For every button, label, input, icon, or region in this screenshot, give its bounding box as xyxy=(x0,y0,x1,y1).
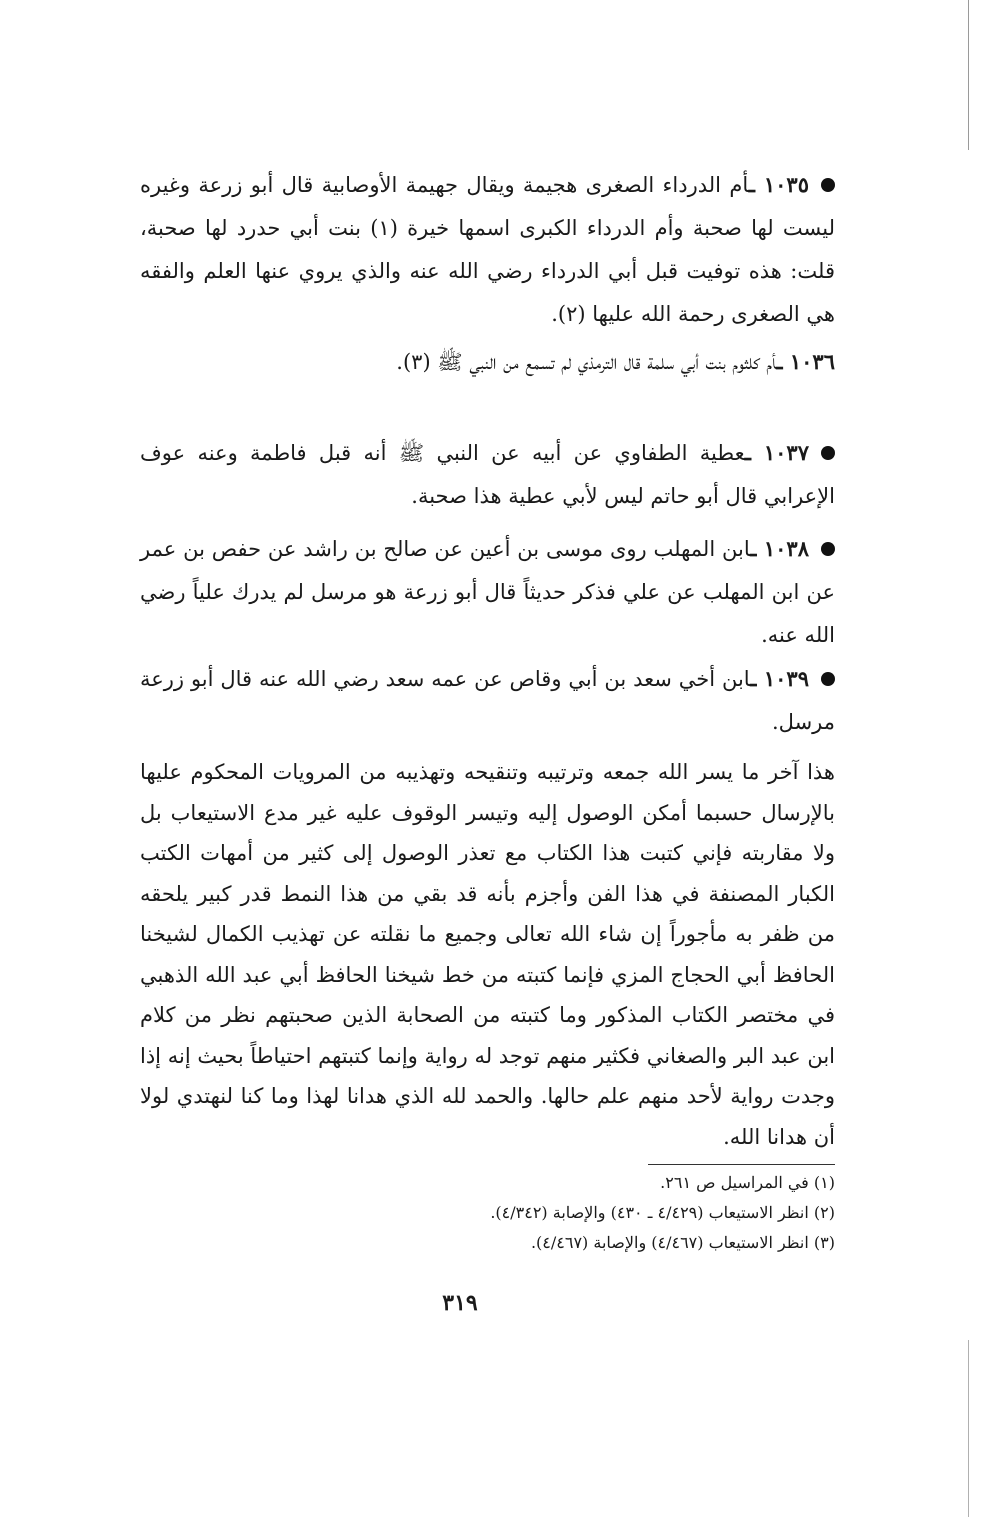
entry-paragraph xyxy=(140,657,835,744)
entry-paragraph xyxy=(140,527,835,657)
entry-number: ١٠٣٧ ـ xyxy=(744,440,809,465)
entry-1038 xyxy=(140,527,835,657)
entry-number: ١٠٣٨ ـ xyxy=(750,536,809,561)
scan-edge-line xyxy=(968,0,969,150)
entry-text: عطية الطفاوي عن أبيه عن النبي ﷺ أنه قبل فاطمة وعنه عوف الإعرابي قال أبو حاتم ليس لأبي عطية هذا صحبة. xyxy=(140,441,835,508)
closing-text: هذا آخر ما يسر الله جمعه وترتيبه وتنقيحه وتهذيبه من المرويات المحكوم عليها بالإرسال حسبما أمكن الوصول إليه وتيسر الوقوف عليه غير مدع الاستيعاب بل ولا مقاربته فإني كتبت هذا الكتاب مع تعذر الوصول إلى كثير من أمهات الكتب الكبار المصنفة في هذا الفن وأجزم بأنه قد بقي من هذا النمط قدر كبير يلحقه من ظفر به مأجوراً إن شاء الله تعالى وجميع ما نقلته عن تهذيب الكمال لشيخنا الحافظ أبي الحجاج المزي فإنما كتبته من خط شيخنا الحافظ أبي عبد الله الذهبي في مختصر الكتاب المذكور وما كتبته من الصحابة الذين صحبتهم نظر من كلام ابن عبد البر والصغاني فكثير منهم توجد له رواية وإنما كتبتهم احتياطاً بحيث إنه إذا وجدت رواية لأحد منهم علم حالها. والحمد لله الذي هدانا لهذا وما كنا لنهتدي لولا أن هدانا الله. xyxy=(140,760,835,1149)
footnote-divider xyxy=(648,1164,835,1165)
entry-number: ١٠٣٦ ـ xyxy=(776,349,835,374)
footnote-1: (١) في المراسيل ص ٢٦١. xyxy=(660,1173,835,1192)
bullet-icon xyxy=(821,178,835,192)
footnote-2: (٢) انظر الاستيعاب (٤/٤٢٩ ـ ٤٣٠) والإصابة (٤/٣٤٢). xyxy=(490,1203,835,1222)
closing-paragraph xyxy=(140,752,835,1157)
entry-paragraph xyxy=(140,163,835,336)
entry-1035 xyxy=(140,163,835,336)
entry-text: أم الدرداء الصغرى هجيمة ويقال جهيمة الأوصابية قال أبو زرعة وغيره ليست لها صحبة وأم الدرداء الكبرى اسمها خيرة (١) بنت أبي حدرد لها صحبة، قلت: هذه توفيت قبل أبي الدرداء رضي الله عنه والذي يروي عنها العلم والفقه هي الصغرى رحمة الله عليها (٢). xyxy=(140,173,835,326)
scan-edge-line-lower xyxy=(968,1340,969,1517)
entry-number: ١٠٣٩ ـ xyxy=(750,666,809,691)
page-number: ٣١٩ xyxy=(442,1290,478,1316)
entry-1037 xyxy=(140,431,835,518)
entry-number: ١٠٣٥ ـ xyxy=(748,172,809,197)
bullet-icon xyxy=(821,542,835,556)
bullet-icon xyxy=(821,672,835,686)
entry-text: أم كلثوم بنت أبي سلمة قال الترمذي لم تسمع من النبي ﷺ (٣). xyxy=(396,350,777,374)
entry-text: ابن المهلب روى موسى بن أعين عن صالح بن راشد عن حفص بن عمر عن ابن المهلب عن علي فذكر حديثاً قال أبو زرعة هو مرسل لم يدرك علياً رضي الله عنه. xyxy=(140,537,835,647)
entry-paragraph xyxy=(140,340,835,384)
entry-text: ابن أخي سعد بن أبي وقاص عن عمه سعد رضي الله عنه قال أبو زرعة مرسل. xyxy=(140,667,835,734)
entry-paragraph xyxy=(140,431,835,518)
footnotes xyxy=(380,1168,835,1258)
footnote-3: (٣) انظر الاستيعاب (٤/٤٦٧) والإصابة (٤/٤٦٧). xyxy=(530,1233,835,1252)
entry-1036 xyxy=(140,340,835,384)
bullet-icon xyxy=(821,446,835,460)
entry-1039 xyxy=(140,657,835,744)
